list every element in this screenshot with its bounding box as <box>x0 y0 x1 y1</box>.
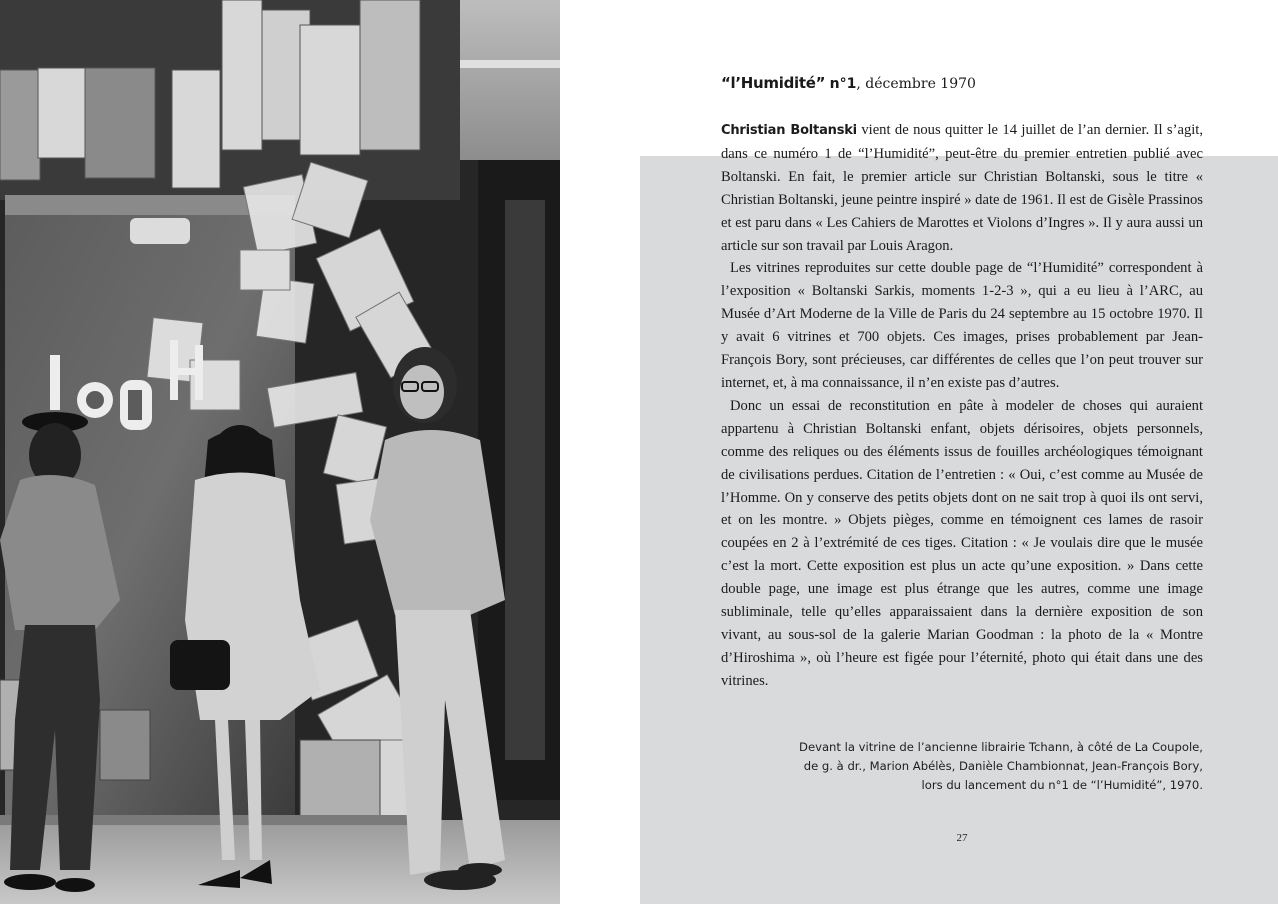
paragraph-1-text: vient de nous quitter le 14 juillet de l’an dernier. Il s’agit, dans ce numéro 1 de “l’Humidité”, peut-être du premier entretien publié avec Boltanski. En fait, le premier article sur Christian Boltanski, sous le titre « Christian Boltanski, jeune peintre inspiré » date de 1961. Il est de Gisèle Prassinos et est paru dans « Les Cahiers de Marottes et Violons d’Ingres ». Il y aura aussi un article sur son travail par Louis Aragon. <box>721 122 1203 254</box>
caption-line-2: de g. à dr., Marion Abélès, Danièle Chambionnat, Jean-François Bory, <box>803 759 1203 774</box>
bookshop-window-photo <box>0 0 560 904</box>
magazine-title: “l’Humidité” <box>721 74 826 92</box>
article-heading <box>721 74 1241 100</box>
author-name: Christian Boltanski <box>721 123 857 138</box>
issue-date: , décembre 1970 <box>856 76 976 92</box>
issue-number: n°1 <box>829 76 857 92</box>
paragraph-2: Les vitrines reproduites sur cette double page de “l’Humidité” correspondent à l’exposition « Boltanski Sarkis, moments 1-2-3 », qui a eu lieu à l’ARC, au Musée d’Art Moderne de la Ville de Paris du 24 septembre au 15 octobre 1970. Il y avait 6 vitrines et 700 objets. Ces images, prises probablement par Jean-François Bory, sont précieuses, car différentes de celles que l’on peut trouver sur internet, et, à ma connaissance, il n’en existe pas d’autres. <box>721 260 1203 391</box>
photo-caption <box>740 738 1203 796</box>
caption-line-3: lors du lancement du n°1 de “l’Humidité”, 1970. <box>921 778 1203 793</box>
caption-line-1: Devant la vitrine de l’ancienne librairie Tchann, à côté de La Coupole, <box>799 740 1203 754</box>
paragraph-1 <box>721 119 1203 257</box>
paragraph-3: Donc un essai de reconstitution en pâte à modeler de choses qui auraient appartenu à Christian Boltanski enfant, objets dérisoires, objets personnels, comme des reliques ou des éléments issus de fouilles archéologiques témoignant de civilisations perdues. Citation de l’entretien : « Oui, c’est comme au Musée de l’Homme. On y conserve des petits objets dont on ne sait trop à quoi ils ont servi, et on les montre. » Objets pièges, comme en témoignent ces lames de rasoir coupées en 2 à l’extrémité de ces tiges. Citation : « Je voulais dire que le musée c’est la mort. Cette exposition est plus un acte qu’une exposition. » Dans cette double page, une image est plus étrange que les autres, comme une image subliminale, telle qu’elles apparaissaient dans la dernière exposition de son vivant, au sous-sol de la galerie Marian Goodman : la photo de la « Montre d’Hiroshima », où l’heure est figée pour l’éternité, photo qui était dans une des vitrines. <box>721 397 1203 689</box>
article-body <box>721 119 1203 693</box>
page-number: 27 <box>956 832 968 844</box>
